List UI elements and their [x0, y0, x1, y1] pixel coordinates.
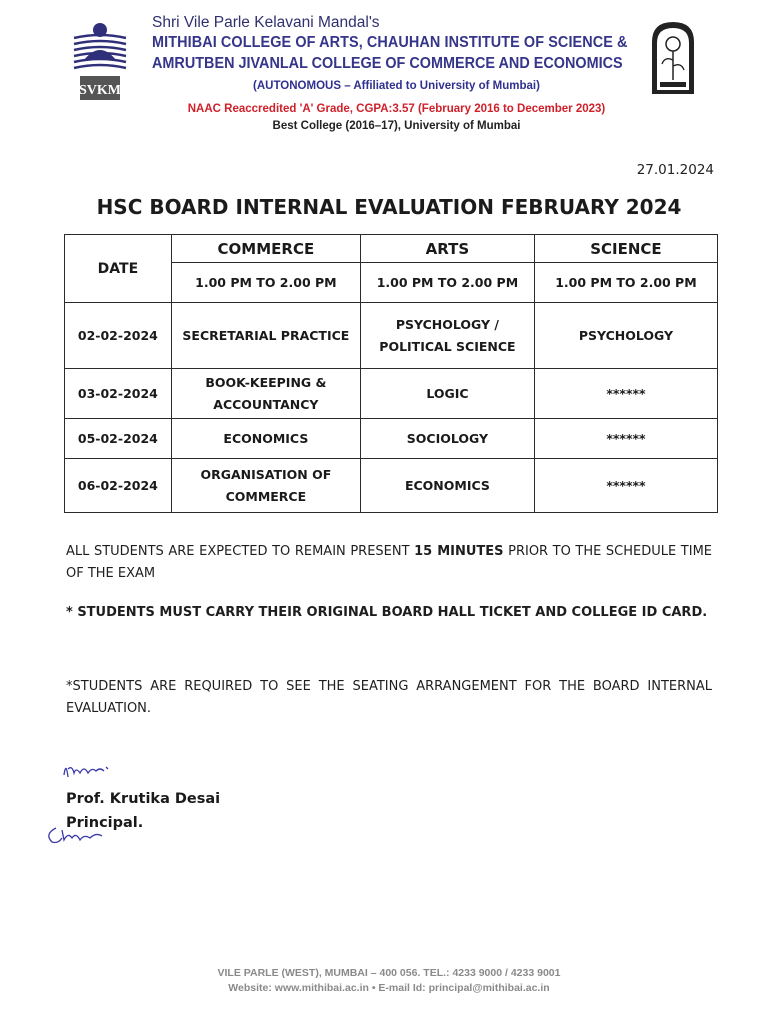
note-text: ALL STUDENTS ARE EXPECTED TO REMAIN PRESENT [66, 544, 410, 559]
science-subject: ****** [534, 369, 717, 419]
commerce-subject: BOOK-KEEPING & ACCOUNTANCY [171, 369, 360, 419]
table-row [65, 303, 718, 369]
science-subject: ****** [534, 419, 717, 459]
row-date: 02-02-2024 [65, 303, 172, 369]
row-date: 03-02-2024 [65, 369, 172, 419]
affiliation: (AUTONOMOUS – Affiliated to University of Mumbai) [253, 80, 540, 92]
arts-header: ARTS [360, 235, 534, 263]
note-emphasis: 15 MINUTES [414, 544, 504, 559]
table-row [65, 369, 718, 419]
commerce-header: COMMERCE [171, 235, 360, 263]
commerce-subject: SECRETARIAL PRACTICE [171, 303, 360, 369]
commerce-subject: ECONOMICS [171, 419, 360, 459]
arts-subject: PSYCHOLOGY / POLITICAL SCIENCE [360, 303, 534, 369]
arts-subject: LOGIC [360, 369, 534, 419]
row-date: 05-02-2024 [65, 419, 172, 459]
table-row [65, 419, 718, 459]
note-seating: *STUDENTS ARE REQUIRED TO SEE THE SEATING ARRANGEMENT FOR THE BOARD INTERNAL EVALUATION. [66, 679, 712, 716]
footer [0, 966, 768, 996]
exam-schedule-table [64, 234, 718, 513]
commerce-time: 1.00 PM TO 2.00 PM [171, 263, 360, 303]
science-header: SCIENCE [534, 235, 717, 263]
college-crest-icon [648, 20, 698, 98]
science-time: 1.00 PM TO 2.00 PM [534, 263, 717, 303]
footer-contact: Website: www.mithibai.ac.in • E-mail Id: principal@mithibai.ac.in [228, 982, 550, 994]
row-date: 06-02-2024 [65, 459, 172, 513]
science-subject: PSYCHOLOGY [534, 303, 717, 369]
date-header: DATE [65, 235, 172, 303]
footer-address: VILE PARLE (WEST), MUMBAI – 400 056. TEL.: 4233 9000 / 4233 9001 [217, 967, 561, 979]
college-name-line1: MITHIBAI COLLEGE OF ARTS, CHAUHAN INSTITUTE OF SCIENCE & [152, 34, 628, 51]
stream-header-row [65, 235, 718, 263]
best-college-award: Best College (2016–17), University of Mumbai [272, 120, 521, 132]
arts-subject: SOCIOLOGY [360, 419, 534, 459]
page-title: HSC BOARD INTERNAL EVALUATION FEBRUARY 2024 [96, 195, 682, 219]
naac-accreditation: NAAC Reaccredited 'A' Grade, CGPA:3.57 (February 2016 to December 2023) [187, 103, 606, 115]
signatory-title: Principal. [66, 815, 144, 831]
letter-date: 27.01.2024 [636, 162, 714, 178]
note-reporting-time [66, 541, 712, 585]
arts-time: 1.00 PM TO 2.00 PM [360, 263, 534, 303]
signatory-name: Prof. Krutika Desai [66, 791, 221, 807]
arts-subject: ECONOMICS [360, 459, 534, 513]
logo-text: SVKM [79, 83, 121, 98]
principal-signature [60, 755, 130, 785]
table-row [65, 459, 718, 513]
note-text: PRIOR TO THE SCHEDULE TIME OF THE EXAM [66, 544, 712, 581]
commerce-subject: ORGANISATION OF COMMERCE [171, 459, 360, 513]
initials-signature [42, 818, 112, 848]
college-name-line2: AMRUTBEN JIVANLAL COLLEGE OF COMMERCE AND ECONOMICS [152, 55, 623, 72]
science-subject: ****** [534, 459, 717, 513]
trust-name: Shri Vile Parle Kelavani Mandal's [152, 14, 380, 31]
note-hall-ticket: * STUDENTS MUST CARRY THEIR ORIGINAL BOARD HALL TICKET AND COLLEGE ID CARD. [66, 605, 708, 620]
